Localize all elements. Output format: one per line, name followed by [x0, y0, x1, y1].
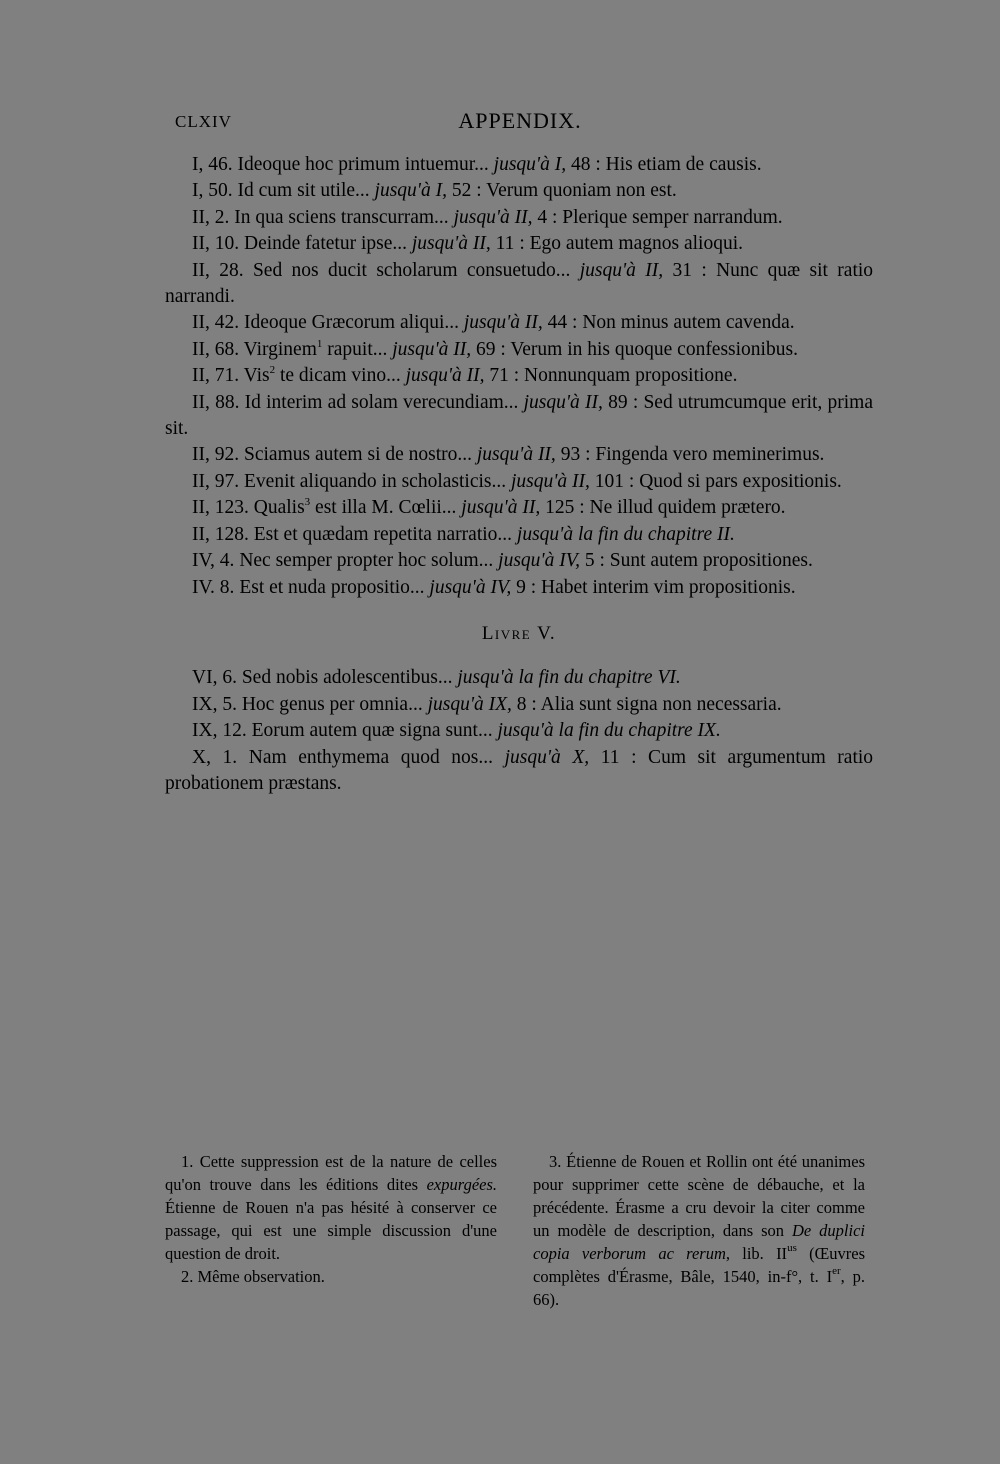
appendix-entry	[165, 522, 873, 548]
entry-incipit: Sed nos ducit scholarum consuetudo...	[252, 259, 571, 281]
appendix-entry	[165, 665, 873, 691]
appendix-entry	[165, 231, 873, 257]
appendix-entry	[165, 363, 873, 389]
entry-jusqu: jusqu'à IV,	[429, 576, 512, 598]
entry-reference: II, 28.	[192, 259, 244, 281]
footnote-text: Même observation.	[197, 1267, 325, 1286]
entry-jusqu: jusqu'à X,	[504, 746, 590, 768]
entry-end-reference: 31	[672, 259, 692, 281]
entry-end-reference: 125	[545, 497, 575, 519]
appendix-entry	[165, 575, 873, 601]
entry-explicit: : Non minus autem cavenda.	[572, 312, 795, 334]
entry-reference: IV. 8.	[192, 576, 235, 598]
footnote-column-right	[533, 1150, 865, 1311]
entry-incipit: Nec semper propter hoc solum...	[239, 550, 494, 572]
footnote-italic: De duplici copia verborum ac rerum,	[533, 1221, 865, 1263]
entry-explicit: : Verum quoniam non est.	[476, 180, 677, 202]
entry-incipit: In qua sciens transcurram...	[234, 206, 449, 228]
footnote-sup: us	[787, 1242, 797, 1254]
entry-reference: II, 2.	[192, 206, 230, 228]
entry-incipit: te dicam vino...	[279, 365, 401, 387]
entry-incipit: Eorum autem quæ signa sunt...	[251, 720, 493, 742]
entry-end-reference: 11	[600, 746, 620, 768]
footnote-2	[165, 1265, 497, 1288]
entry-jusqu: jusqu'à la fin du chapitre VI.	[457, 667, 681, 689]
appendix-entry	[165, 205, 873, 231]
entry-reference: II, 10.	[192, 233, 240, 255]
entry-incipit: Id cum sit utile...	[237, 180, 370, 202]
entry-explicit: : Sed utrumcumque erit, prima sit.	[165, 391, 874, 440]
entry-incipit: Nam enthymema quod nos...	[248, 746, 494, 768]
entry-jusqu: jusqu'à II,	[453, 206, 533, 228]
entry-reference: II, 68.	[192, 338, 240, 360]
entry-jusqu: jusqu'à II,	[405, 365, 485, 387]
entry-incipit: Sciamus autem si de nostro...	[244, 444, 473, 466]
appendix-entry	[165, 152, 873, 178]
entry-incipit: est illa M. Cœlii...	[315, 497, 457, 519]
entry-incipit: Ideoque hoc primum intuemur...	[237, 154, 489, 175]
entry-incipit: Vis	[243, 365, 270, 387]
footnote-marker: 2	[269, 364, 276, 377]
entry-jusqu: jusqu'à II,	[476, 444, 556, 466]
entry-end-reference: 52	[451, 180, 472, 202]
entry-explicit: : His etiam de causis.	[595, 154, 762, 175]
footnote-text: Étienne de Rouen n'a pas hésité à conserver ce passage, qui est une simple discussion d'une question de droit.	[165, 1198, 497, 1263]
entry-explicit: : Alia sunt signa non necessaria.	[531, 693, 782, 715]
appendix-entry	[165, 258, 873, 311]
page-number: CLXIV	[175, 112, 232, 131]
footnote-italic: expurgées.	[426, 1175, 498, 1194]
entry-jusqu: jusqu'à II,	[461, 497, 541, 519]
entry-list-book-v	[165, 665, 873, 797]
page-header	[175, 108, 865, 138]
entry-explicit: : Ne illud quidem prætero.	[579, 497, 786, 519]
entry-jusqu: jusqu'à la fin du chapitre II.	[516, 523, 735, 545]
entry-reference: X, 1.	[192, 746, 238, 768]
entry-reference: IX, 5.	[192, 693, 237, 715]
entry-jusqu: jusqu'à II,	[411, 233, 491, 255]
entry-explicit: : Quod si pars expositionis.	[628, 470, 842, 492]
appendix-entry	[165, 495, 873, 521]
entry-incipit: Evenit aliquando in scholasticis...	[244, 470, 507, 492]
entry-reference: VI, 6.	[192, 667, 237, 689]
entry-jusqu: jusqu'à IX,	[427, 693, 512, 715]
appendix-entry	[165, 337, 873, 363]
appendix-entry	[165, 310, 873, 336]
entry-explicit: : Sunt autem propositiones.	[599, 550, 813, 572]
appendix-entry	[165, 718, 873, 744]
entry-incipit: Deinde fatetur ipse...	[244, 233, 407, 255]
footnote-number: 2.	[181, 1267, 194, 1286]
footnote-text: (Œuvres complètes d'Érasme, Bâle, 1540, in-f°, t. I	[533, 1244, 866, 1286]
entry-explicit: : Cum sit argumentum ratio probationem præstans.	[165, 746, 874, 794]
entry-explicit: : Fingenda vero meminerimus.	[585, 444, 825, 466]
entry-end-reference: 89	[608, 391, 628, 413]
entry-jusqu: jusqu'à II,	[511, 470, 590, 492]
appendix-entry	[165, 745, 873, 798]
entry-incipit: Qualis	[253, 497, 305, 519]
entry-incipit: Ideoque Græcorum aliqui...	[244, 312, 459, 334]
entry-explicit: : Verum in his quoque confessionibus.	[500, 338, 798, 360]
entry-incipit: Est et quædam repetita narratio...	[253, 523, 513, 545]
entry-end-reference: 69	[476, 338, 496, 360]
entry-reference: IX, 12.	[192, 720, 247, 742]
footnote-text: Étienne de Rouen et Rollin ont été unanimes pour supprimer cette scène de débauche, et la précédente. Érasme a cru devoir la citer comme un modèle de description, dans son	[533, 1152, 866, 1240]
entry-end-reference: 48	[570, 154, 591, 175]
entry-end-reference: 44	[547, 312, 568, 334]
footnote-number: 1.	[181, 1152, 194, 1171]
entry-reference: II, 71.	[192, 365, 240, 387]
entry-jusqu: jusqu'à II,	[523, 391, 603, 413]
entry-end-reference: 101	[594, 470, 625, 492]
entry-end-reference: 9	[516, 576, 526, 598]
entry-incipit: Sed nobis adolescentibus...	[241, 667, 453, 689]
section-heading: Livre V.	[481, 622, 557, 644]
entry-jusqu: jusqu'à II,	[463, 312, 543, 334]
footnote-text: , p. 66).	[533, 1267, 865, 1309]
entry-jusqu: jusqu'à II,	[579, 259, 664, 281]
entry-jusqu: jusqu'à I,	[374, 180, 447, 202]
entry-list-book-iv	[165, 152, 873, 601]
entry-end-reference: 8	[516, 693, 527, 715]
entry-reference: II, 97.	[192, 470, 240, 492]
appendix-entry	[165, 442, 873, 468]
entry-incipit: Id interim ad solam verecundiam...	[244, 391, 519, 413]
footnote-sup: er	[832, 1265, 841, 1277]
running-title: APPENDIX.	[458, 108, 582, 133]
footnote-text: lib. II	[742, 1244, 788, 1263]
appendix-entry	[165, 469, 873, 495]
entry-end-reference: 4	[537, 206, 548, 228]
entry-incipit: Est et nuda propositio...	[239, 576, 425, 598]
entry-end-reference: 71	[489, 365, 509, 387]
entry-incipit: rapuit...	[327, 338, 388, 360]
appendix-entry	[165, 692, 873, 718]
appendix-entry	[165, 390, 873, 443]
entry-reference: II, 88.	[192, 391, 240, 413]
entry-reference: II, 92.	[192, 444, 240, 466]
entry-reference: II, 128.	[192, 523, 249, 545]
footnote-marker: 3	[304, 496, 311, 509]
appendix-entry	[165, 178, 873, 204]
footnote-1	[165, 1150, 497, 1265]
entry-explicit: : Nonnunquam propositione.	[513, 365, 738, 387]
entry-jusqu: jusqu'à IV,	[498, 550, 580, 572]
entry-reference: II, 123.	[192, 497, 249, 519]
entry-end-reference: 11	[495, 233, 515, 255]
appendix-body	[165, 152, 873, 797]
entry-end-reference: 5	[584, 550, 595, 572]
entry-jusqu: jusqu'à la fin du chapitre IX.	[497, 720, 721, 742]
footnote-text: Cette suppression est de la nature de celles qu'on trouve dans les éditions dites	[165, 1152, 498, 1194]
entry-jusqu: jusqu'à II,	[392, 338, 472, 360]
entry-jusqu: jusqu'à I,	[493, 154, 567, 175]
entry-incipit: Virginem	[243, 338, 317, 360]
entry-reference: II, 42.	[192, 312, 240, 334]
footnote-3	[533, 1150, 865, 1311]
entry-reference: I, 46.	[192, 154, 233, 175]
footnote-column-left	[165, 1150, 497, 1311]
entry-explicit: : Habet interim vim propositionis.	[530, 576, 796, 598]
entry-explicit: : Nunc quæ sit ratio narrandi.	[165, 259, 874, 308]
entry-incipit: Hoc genus per omnia...	[241, 693, 423, 715]
entry-reference: IV, 4.	[192, 550, 235, 572]
appendix-entry	[165, 548, 873, 574]
entry-reference: I, 50.	[192, 180, 233, 202]
footnote-number: 3.	[549, 1152, 562, 1171]
footnote-marker: 1	[316, 337, 323, 350]
footnotes	[165, 1150, 865, 1311]
entry-end-reference: 93	[560, 444, 581, 466]
entry-explicit: : Ego autem magnos alioqui.	[519, 233, 743, 255]
entry-explicit: : Plerique semper narrandum.	[551, 206, 783, 228]
